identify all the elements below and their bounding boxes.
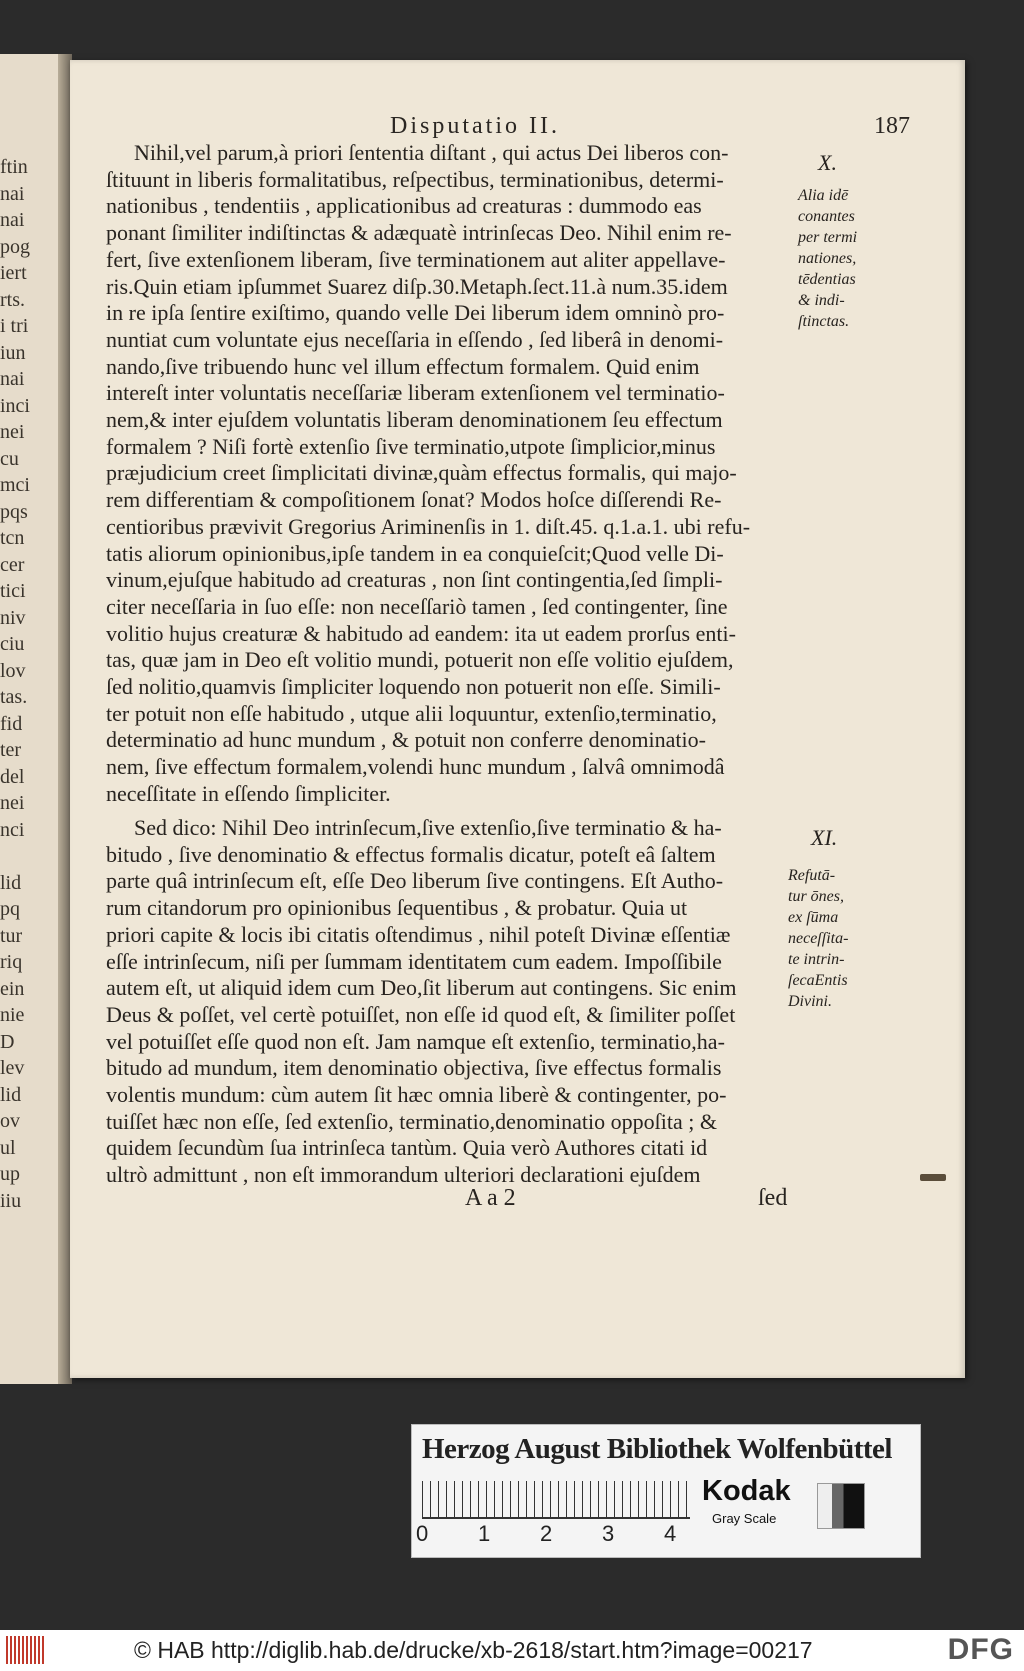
text-line: ponant ſimiliter indiſtinctas & adæquatè intrinſecas Deo. Nihil enim re- (106, 220, 732, 246)
text-line: Nihil,vel parum,à priori ſententia diſtant , qui actus Dei liberos con- (134, 140, 729, 165)
gray-scale-label: Gray Scale (712, 1511, 777, 1526)
facing-page-fragment: i tri (0, 315, 29, 337)
margin-note-line: ſecaEntis (788, 972, 848, 989)
facing-page-fragment: D (0, 1030, 15, 1053)
margin-note-line: Refutā- (788, 867, 836, 884)
facing-page-fragment: inci (0, 394, 30, 417)
margin-note-line: Divini. (788, 993, 832, 1010)
margin-note-line: tēdentias (798, 271, 856, 288)
margin-note-1 (798, 185, 948, 332)
facing-page-fragment (0, 843, 40, 870)
scale-number: 0 (416, 1521, 429, 1546)
text-line: intereſt inter voluntatis neceſſariæ liberam extenſionem vel terminatio- (106, 380, 725, 406)
facing-page-fragment: tas. (0, 686, 28, 708)
text-line: rem differentiam & compoſitionem ſonat? Modos hoſce diſſerendi Re- (106, 487, 722, 513)
facing-page-fragment: nei (0, 421, 25, 443)
viewer-footer (0, 1630, 1024, 1671)
facing-page-fragment: riq (0, 951, 23, 973)
margin-note-line: Alia idē (798, 187, 849, 204)
text-line: vel potuiſſet eſſe quod non eſt. Jam namque eſt extenſio, terminatio,ha- (106, 1028, 725, 1054)
margin-note-line: te intrin- (788, 951, 845, 968)
text-line: parte quâ intrinſecum eſt, eſſe Deo liberum ſive contingens. Eſt Autho- (106, 868, 724, 894)
facing-page-fragment: ul (0, 1136, 16, 1159)
paragraph-2 (106, 815, 864, 1189)
facing-page-fragment: iert (0, 262, 27, 284)
paragraph-1 (106, 140, 864, 808)
facing-page-fragment: tcn (0, 527, 25, 549)
facing-page-fragment: pqs (0, 500, 28, 523)
facing-page-fragment: ftin (0, 156, 28, 178)
facing-page-fragment: del (0, 765, 25, 788)
kodak-logo: Kodak (702, 1475, 791, 1507)
text-line: vinum,ejuſque habitudo ad creaturas , non ſint contingentia,ſed ſimpli- (106, 567, 723, 593)
scale-number: 1 (478, 1521, 491, 1546)
facing-page-fragment: tici (0, 580, 26, 602)
facing-page-fragment: cer (0, 553, 25, 576)
text-line: Sed dico: Nihil Deo intrinſecum,ſive extenſio,ſive terminatio & ha- (134, 815, 722, 840)
text-line: ſed nolitio,quamvis ſimpliciter loquendo non potuerit non eſſe. Simili- (106, 674, 721, 700)
text-line: determinatio ad hunc mundum , & potuit non conferre denominatio- (106, 727, 706, 753)
facing-page-fragment: nei (0, 792, 25, 814)
text-line: formalem ? Niſi fortè extenſio ſive terminatio,utpote ſimplicior,minus (106, 433, 716, 459)
facing-page-fragment: up (0, 1163, 20, 1185)
text-line: fert, ſive extenſionem liberam, ſive terminationem aut aliter appellave- (106, 246, 726, 272)
facing-page-fragment: lid (0, 871, 22, 894)
facing-page-fragment: ein (0, 977, 25, 1000)
facing-page-fragment: nai (0, 209, 25, 231)
text-line: ter potuit non eſſe habitudo , utque alii loquuntur, extenſio,terminatio, (106, 700, 717, 726)
catchword: ſed (758, 1185, 788, 1211)
facing-page-fragment: ov (0, 1110, 20, 1132)
facing-page-fragment: lid (0, 1083, 22, 1106)
text-line: nem, ſive effectum formalem,volendi hunc mundum , ſalvâ omnimodâ (106, 754, 725, 780)
facing-page-fragment: mci (0, 474, 30, 496)
facing-page-fragment: pq (0, 898, 20, 920)
margin-note-line: nationes, (798, 250, 857, 267)
text-line: præjudicium creet ſimplicitati divinæ,quàm effectus formalis, qui majo- (106, 460, 737, 486)
text-line: volentis mundum: cùm autem ſit hæc omnia liberè & contingenter, po- (106, 1082, 727, 1108)
margin-note-line: & indi- (798, 292, 845, 309)
text-line: eſſe intrinſecum, niſi per ſummam identitatem cum eadem. Impoſſibile (106, 948, 722, 974)
text-line: nuntiat cum voluntate ejus neceſſaria in eſſendo , ſed liberâ in denomi- (106, 326, 724, 352)
scale-number: 4 (664, 1521, 677, 1546)
text-line: tatis aliorum opinionibus,ipſe tandem in ea conquieſcit;Quod velle Di- (106, 540, 724, 566)
facing-page-fragment: nai (0, 182, 25, 205)
text-line: neceſſitate in eſſendo ſimpliciter. (106, 780, 391, 806)
facing-page-fragment: iun (0, 341, 26, 364)
text-line: ris.Quin etiam ipſummet Suarez diſp.30.Metaph.ſect.11.à num.35.idem (106, 273, 728, 299)
facing-page-fragment: rts. (0, 288, 25, 311)
text-line: bitudo ad mundum, item denominatio objectiva, ſive effectus formalis (106, 1055, 722, 1081)
facing-page-fragment: ciu (0, 633, 25, 655)
scale-ruler (422, 1481, 690, 1519)
signature-mark: A a 2 (465, 1185, 516, 1211)
margin-note-line: neceſſita- (788, 930, 849, 947)
margin-note-line: conantes (798, 208, 855, 225)
text-line: centioribus prævivit Gregorius Ariminenſis in 1. diſt.45. q.1.a.1. ubi refu- (106, 513, 751, 539)
text-line: citer neceſſaria in ſuo eſſe: non neceſſariò tamen , ſed contingenter, ſine (106, 593, 728, 619)
margin-note-line: ſtinctas. (798, 313, 850, 330)
margin-note-line: tur ōnes, (788, 888, 844, 905)
running-head (390, 113, 910, 140)
facing-page-fragment: fid (0, 712, 23, 735)
facing-page-fragment: niv (0, 606, 26, 629)
text-line: quidem ſecundùm ſua intrinſeca tantùm. Quia verò Authores citati id (106, 1135, 708, 1161)
text-line: nem,& inter ejuſdem voluntatis liberam denominationem ſeu effectum (106, 407, 723, 433)
facing-page-fragment: tur (0, 924, 23, 947)
gray-swatch (817, 1483, 865, 1529)
text-line: nando,ſive tribuendo hunc vel illum effectum formalem. Quid enim (106, 353, 700, 379)
margin-note-2 (788, 865, 938, 1012)
running-head-title: Disputatio II. (390, 113, 560, 139)
text-line: in re ipſa ſentire exiſtimo, quando velle Dei liberum idem omninò pro- (106, 300, 725, 326)
scale-number: 2 (540, 1521, 553, 1546)
color-calibration-card (411, 1424, 921, 1558)
text-line: autem eſt, ut aliquid idem cum Deo,ſit liberum aut contingens. Sic enim (106, 975, 737, 1001)
section-number-xi: XI. (811, 825, 838, 850)
text-line: volitio hujus creaturæ & habitudo ad eandem: ita ut eadem prorſus enti- (106, 620, 736, 646)
text-line: ultrò admittunt , non eſt immorandum ulteriori declarationi ejuſdem (106, 1162, 701, 1188)
margin-note-line: per termi (798, 229, 858, 246)
scale-number: 3 (602, 1521, 615, 1546)
text-line: tas, quæ jam in Deo eſt volitio mundi, potuerit non eſſe volitio ejuſdem, (106, 647, 734, 673)
library-name: Herzog August Bibliothek Wolfenbüttel (422, 1433, 892, 1465)
barcode-icon (6, 1636, 46, 1664)
facing-page-fragment: lev (0, 1057, 25, 1079)
facing-page-fragment: pog (0, 235, 30, 258)
source-credit[interactable]: © HAB http://diglib.hab.de/drucke/xb-2618/start.htm?image=00217 (134, 1637, 813, 1663)
text-line: tuiſſet hæc non eſſe, ſed extenſio, terminatio,denominatio oppoſita ; & (106, 1108, 717, 1134)
facing-page-fragment: cu (0, 447, 19, 470)
page-tab-marker (920, 1174, 946, 1181)
dfg-logo: DFG (947, 1633, 1014, 1666)
facing-page-fragments (0, 154, 40, 1354)
text-line: priori capite & locis ibi citatis oſtendimus , nihil poteſt Divinæ eſſentiæ (106, 921, 731, 947)
facing-page-fragment: nai (0, 368, 25, 390)
facing-page-fragment: iiu (0, 1189, 22, 1212)
facing-page-fragment: nci (0, 818, 25, 841)
section-number-x: X. (818, 150, 837, 175)
facing-page-fragment: ter (0, 739, 22, 761)
page-number: 187 (874, 113, 910, 139)
text-line: rum citandorum pro opinionibus ſequentibus , & probatur. Quia ut (106, 895, 688, 921)
book-page (70, 60, 965, 1378)
text-line: bitudo , ſive denominatio & effectus formalis dicatur, poteſt eâ ſaltem (106, 841, 716, 867)
facing-page-fragment: nie (0, 1004, 25, 1026)
facing-page-fragment: lov (0, 659, 26, 682)
margin-note-line: ex ſūma (788, 909, 839, 926)
text-line: ſtituunt in liberis formalitatibus, reſpectibus, terminationibus, determi- (106, 166, 724, 192)
text-line: Deus & poſſet, vel certè potuiſſet, non eſſe id quod eſt, & ſimiliter poſſet (106, 1001, 736, 1027)
text-line: nationibus , tendentiis , applicationibus ad creaturas : dummodo eas (106, 193, 702, 219)
